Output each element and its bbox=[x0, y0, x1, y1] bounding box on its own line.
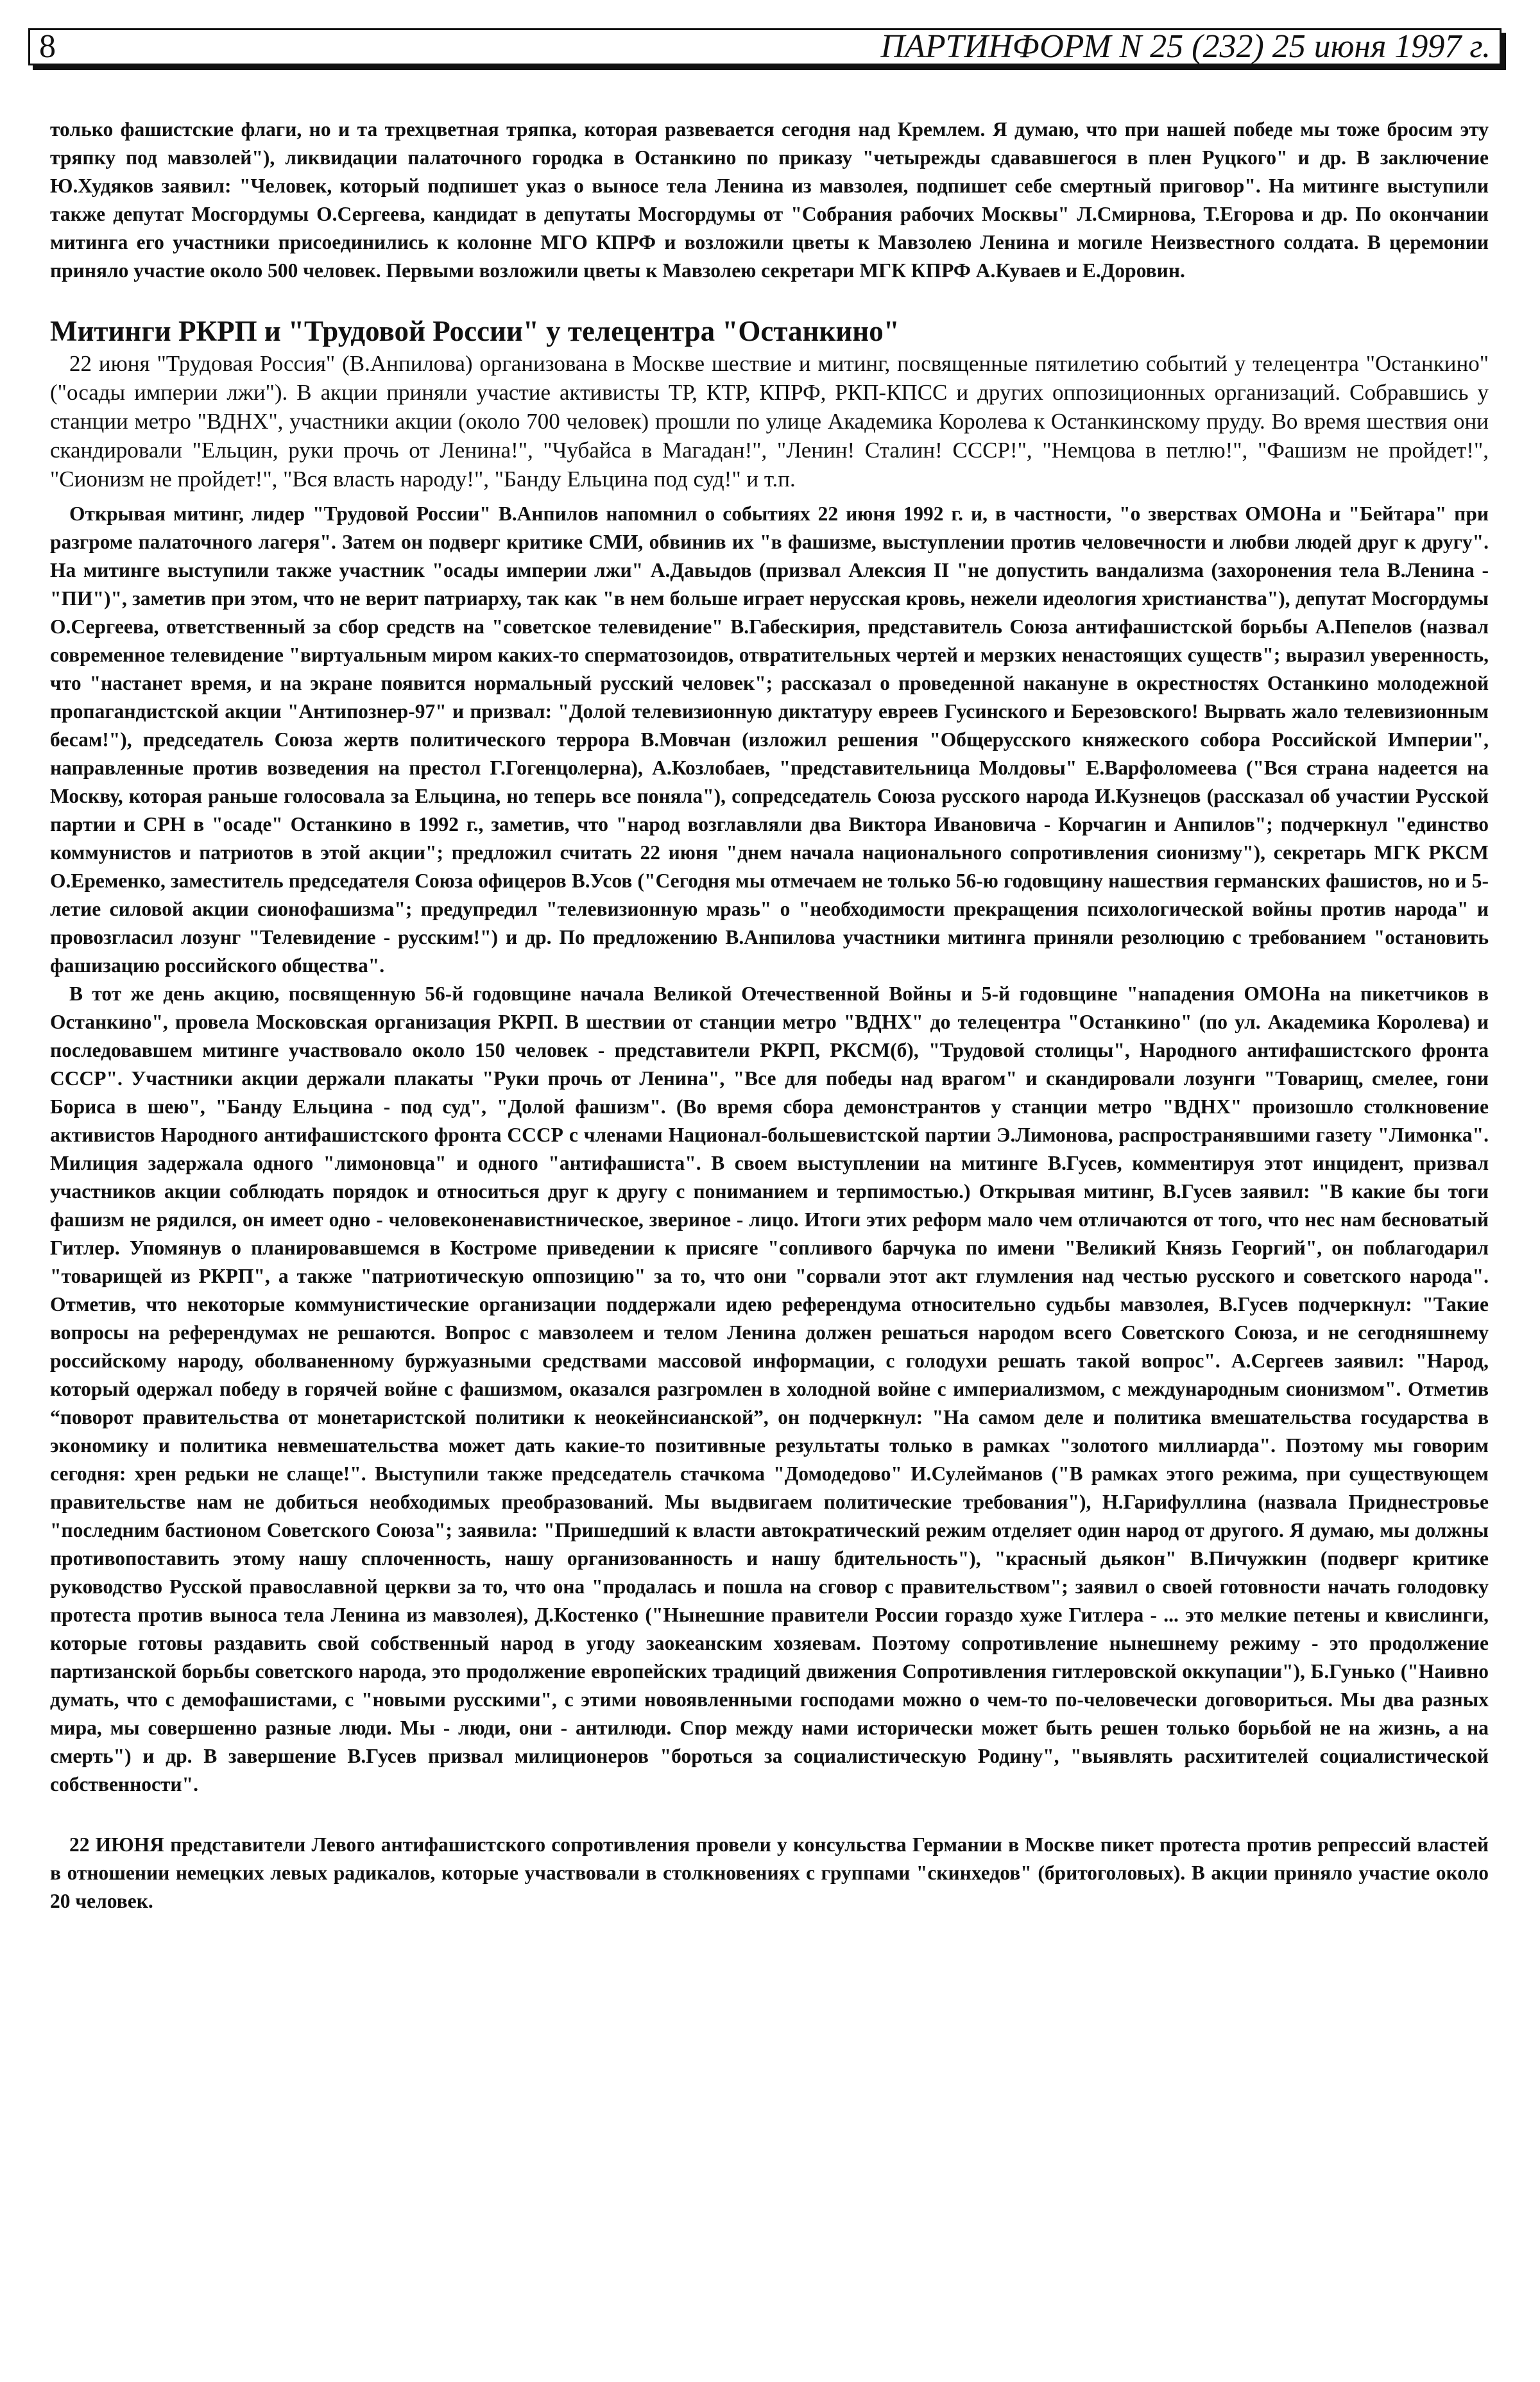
article-body bbox=[50, 116, 1489, 1915]
body-paragraph-1: Открывая митинг, лидер "Трудовой России" В.Анпилов напомнил о событиях 22 июня 1992 г. и, в частности, "о зверствах ОМОНа и "Бейтара" при разгроме палаточного лагеря". Затем он подверг критике СМИ, обвинив их "в фашизме, выступлении против человечности и любви людей друг к другу". На митинге выступили также участник "осады империи лжи" А.Давыдов (призвал Алексия II "не допустить вандализма (захоронения тела В.Ленина - "ПИ")", заметив при этом, что не верит патриарху, так как "в нем больше играет нерусская кровь, нежели идеология христианства"), депутат Мосгордумы О.Сергеева, ответственный за сбор средств на "советское телевидение" В.Габескирия, представитель Союза антифашистской борьбы А.Пепелов (назвал современное телевидение "виртуальным миром каких-то сперматозоидов, отвратительных чертей и мерзких ненастоящих существ"; выразил уверенность, что "настанет время, и на экране появится нормальный русский человек"; рассказал о проведенной накануне в окрестностях Останкино молодежной пропагандистской акции "Антипознер-97" и призвал: "Долой телевизионную диктатуру евреев Гусинского и Березовского! Вырвать жало телевизионным бесам!"), председатель Союза жертв политического террора В.Мовчан (изложил решения "Общерусского княжеского собора Российской Империи", направленные против возведения на престол Г.Гогенцолерна), А.Козлобаев, "представительница Молдовы" Е.Варфоломеева ("Вся страна надеется на Москву, которая раньше голосовала за Ельцина, но теперь все поняла"), сопредседатель Союза русского народа И.Кузнецов (рассказал об участии Русской партии и СРН в "осаде" Останкино в 1992 г., заметив, что "народ возглавляли два Виктора Ивановича - Корчагин и Анпилов"; подчеркнул "единство коммунистов и патриотов в этой акции"; предложил считать 22 июня "днем начала национального сопротивления сионизму"), секретарь МГК РКСМ О.Еременко, заместитель председателя Союза офицеров В.Усов ("Сегодня мы отмечаем не только 56-ю годовщину нашествия германских фашистов, но и 5-летие силовой акции сионофашизма"; предупредил "телевизионную мразь" о "необходимости прекращения психологической войны против народа" и провозгласил лозунг "Телевидение - русским!") и др. По предложению В.Анпилова участники митинга приняли резолюцию с требованием "остановить фашизацию российского общества". bbox=[50, 502, 1489, 977]
article-heading: Митинги РКРП и "Трудовой России" у телецентра "Останкино" bbox=[50, 315, 900, 347]
body-paragraph-2: В тот же день акцию, посвященную 56-й годовщине начала Великой Отечественной Войны и 5-й годовщине "нападения ОМОНа на пикетчиков в Останкино", провела Московская организация РКРП. В шествии от станции метро "ВДНХ" до телецентра "Останкино" (по ул. Академика Королева) и последовавшем митинге участвовало около 150 человек - представители РКРП, РКСМ(б), "Трудовой столицы", Народного антифашистского фронта СССР". Участники акции держали плакаты "Руки прочь от Ленина", "Все для победы над врагом" и скандировали лозунги "Товарищ, смелее, гони Бориса в шею", "Банду Ельцина - под суд", "Долой фашизм". (Во время сбора демонстрантов у станции метро "ВДНХ" произошло столкновение активистов Народного антифашистского фронта СССР с членами Национал-большевистской партии Э.Лимонова, распространявшими газету "Лимонка". Милиция задержала одного "лимоновца" и одного "антифашиста". В своем выступлении на митинге В.Гусев, комментируя этот инцидент, призвал участников акции соблюдать порядок и относиться друг к другу с пониманием и терпимостью.) Открывая митинг, В.Гусев заявил: "В какие бы тоги фашизм не рядился, он имеет одно - человеконенавистническое, звериное - лицо. Итоги этих реформ мало чем отличаются от того, что нес нам бесноватый Гитлер. Упомянув о планировавшемся в Костроме приведении к присяге "сопливого барчука по имени "Великий Князь Георгий", он поблагодарил "товарищей из РКРП", а также "патриотическую оппозицию" за то, что они "сорвали этот акт глумления над честью русского и советского народа". Отметив, что некоторые коммунистические организации поддержали идею референдума относительно судьбы мавзолея, В.Гусев подчеркнул: "Такие вопросы на референдумах не решаются. Вопрос с мавзолеем и телом Ленина должен решаться народом всего Советского Союза, и не сегодняшнему российскому народу, оболваненному буржуазными средствами массовой информации, с голодухи решать такой вопрос". А.Сергеев заявил: "Народ, который одержал победу в горячей войне с фашизмом, оказался разгромлен в холодной войне с империализмом, с международным сионизмом". Отметив “поворот правительства от монетаристской политики к неокейнсианской”, он подчеркнул: "На самом деле и политика вмешательства государства в экономику и политика невмешательства может дать какие-то позитивные результаты только в рамках "золотого миллиарда". Поэтому мы говорим сегодня: хрен редьки не слаще!". Выступили также председатель стачкома "Домодедово" И.Сулейманов ("В рамках этого режима, при существующем правительстве нам не добиться необходимых преобразований. Мы выдвигаем политические требования"), Н.Гарифуллина (назвала Приднестровье "последним бастионом Советского Союза"; заявила: "Пришедший к власти автократический режим отделяет один народ от другого. Я думаю, мы должны противопоставить этому нашу сплоченность, нашу организованность и нашу бдительность"), "красный дьякон" В.Пичужкин (подверг критике руководство Русской православной церкви за то, что она "продалась и пошла на сговор с правительством"; заявил о своей готовности начать голодовку протеста против выноса тела Ленина из мавзолея), Д.Костенко ("Нынешние правители России гораздо хуже Гитлера - ... это мелкие петены и квислинги, которые готовы раздавить свой собственный народ в угоду заокеанским хозяевам. Поэтому сопротивление нынешнему режиму - это продолжение партизанской борьбы советского народа, это продолжение европейских традиций движения Сопротивления гитлеровской оккупации"), Б.Гунько ("Наивно думать, что с демофашистами, с "новыми русскими", с этими новоявленными господами можно о чем-то по-человечески договориться. Мы два разных мира, мы совершенно разные люди. Мы - люди, они - антилюди. Спор между нами исторически может быть решен только борьбой не на жизнь, а на смерть") и др. В завершение В.Гусев призвал милиционеров "бороться за социалистическую Родину", "выявлять расхитителей социалистической собственности". bbox=[50, 982, 1489, 1795]
lead-paragraph: 22 июня "Трудовая Россия" (В.Анпилова) организована в Москве шествие и митинг, посвященные пятилетию событий у телецентра "Останкино" ("осады империи лжи"). В акции приняли участие активисты ТР, КТР, КПРФ, РКП-КПСС и других оппозиционных организаций. Собравшись у станции метро "ВДНХ", участники акции (около 700 человек) прошли по улице Академика Королева к Останкинскому пруду. Во время шествия они скандировали "Ельцин, руки прочь от Ленина!", "Чубайса в Магадан!", "Ленин! Сталин! СССР!", "Немцова в петлю!", "Фашизм не пройдет!", "Сионизм не пройдет!", "Вся власть народу!", "Банду Ельцина под суд!" и т.п. bbox=[50, 351, 1489, 492]
issue-info: ПАРТИНФОРМ N 25 (232) 25 июня 1997 г. bbox=[880, 28, 1491, 65]
body-paragraph-3: 22 ИЮНЯ представители Левого антифашистского сопротивления провели у консульства Германии в Москве пикет протеста против репрессий властей в отношении немецких левых радикалов, которые участвовали в столкновениях с группами "скинхедов" (бритоголовых). В акции приняло участие около 20 человек. bbox=[50, 1833, 1489, 1912]
intro-paragraph: только фашистские флаги, но и та трехцветная тряпка, которая развевается сегодня над Кремлем. Я думаю, что при нашей победе мы тоже бросим эту тряпку под мавзолей"), ликвидации палаточного городка в Останкино по приказу "четырежды сдававшегося в плен Руцкого" и др. В заключение Ю.Худяков заявил: "Человек, который подпишет указ о выносе тела Ленина из мавзолея, подпишет себе смертный приговор". На митинге выступили также депутат Мосгордумы О.Сергеева, кандидат в депутаты Мосгордумы от "Собрания рабочих Москвы" Л.Смирнова, Т.Егорова и др. По окончании митинга его участники присоединились к колонне МГО КПРФ и возложили цветы к Мавзолею Ленина и могиле Неизвестного солдата. В церемонии приняло участие около 500 человек. Первыми возложили цветы к Мавзолею секретари МГК КПРФ А.Куваев и Е.Доровин. bbox=[50, 118, 1489, 282]
page-header bbox=[28, 28, 1502, 65]
page-number: 8 bbox=[39, 28, 56, 65]
